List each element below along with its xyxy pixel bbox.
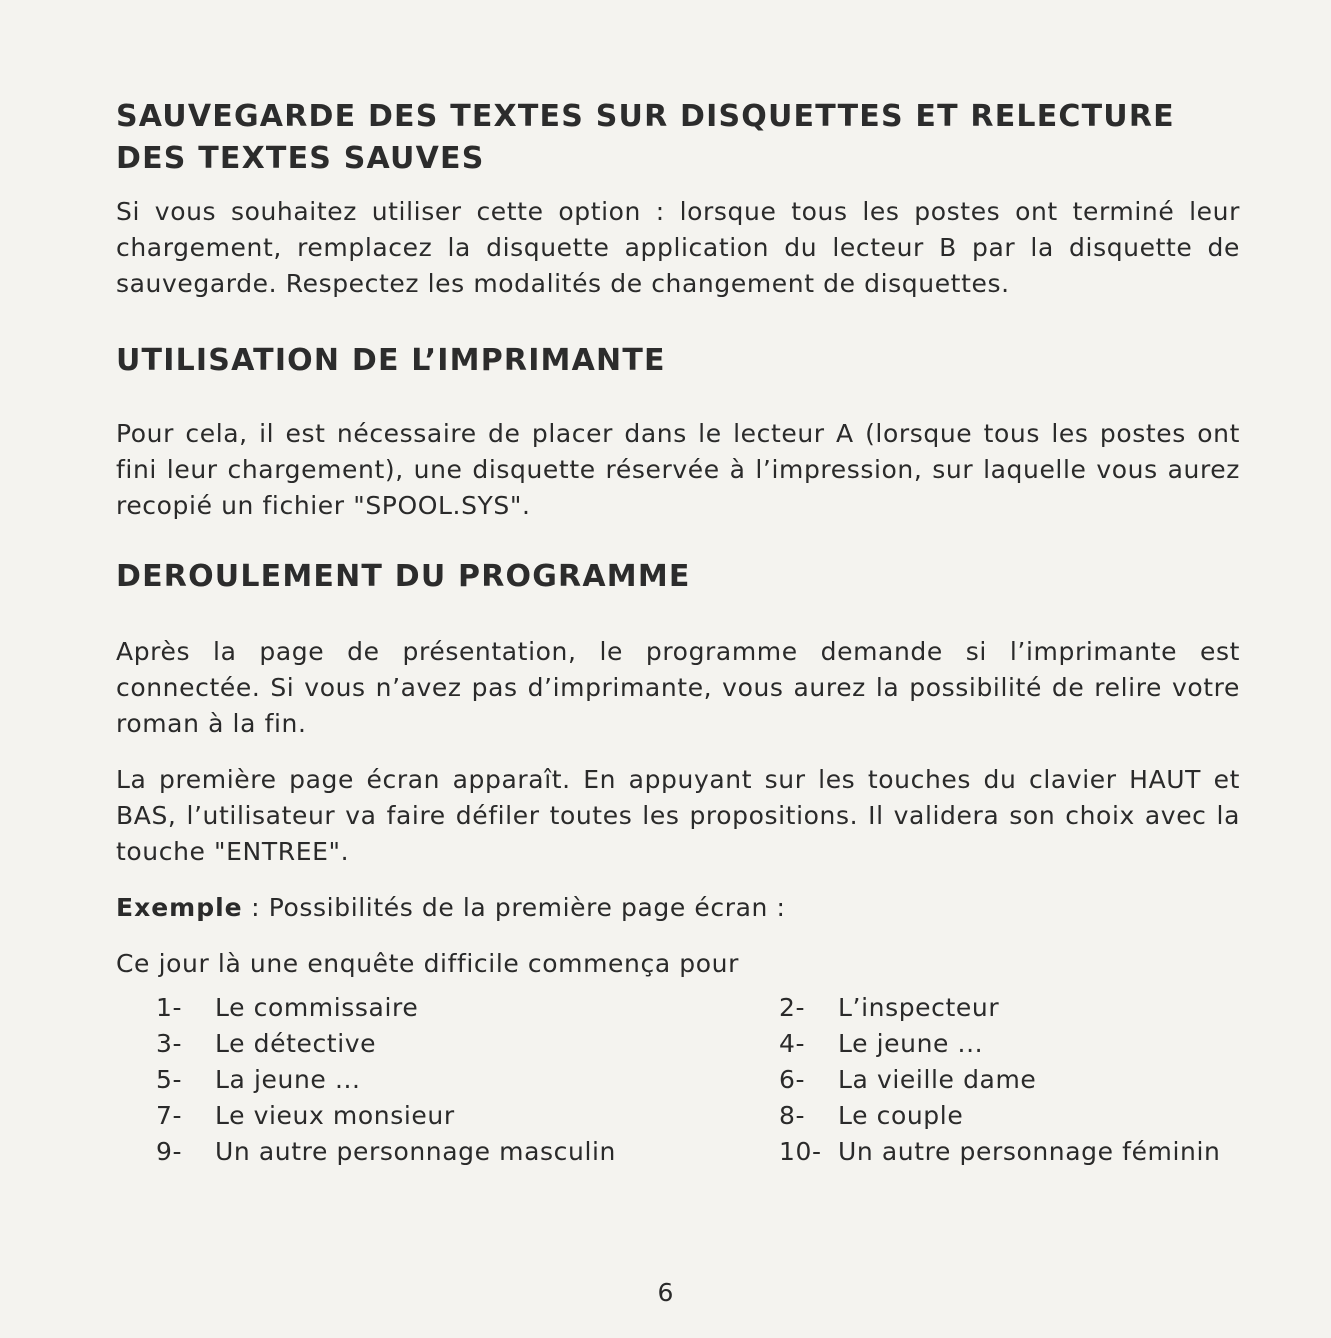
choice-number: 4- bbox=[779, 1029, 806, 1058]
choice-text: Le détective bbox=[215, 1029, 377, 1058]
list-item bbox=[779, 990, 1240, 1026]
choices-list bbox=[116, 990, 1240, 1170]
list-item bbox=[116, 1098, 779, 1134]
paragraph-deroulement: Après la page de présentation, le programme demande si l’imprimante est connectée. Si vous n’avez pas d’imprimante, vous aurez la possibilité de relire votre roman à la fin. bbox=[116, 637, 1240, 738]
heading-imprimante: UTILISATION DE L’IMPRIMANTE bbox=[116, 343, 666, 378]
choice-number: 2- bbox=[779, 993, 806, 1022]
example-label: Exemple bbox=[116, 893, 243, 922]
example-text: : Possibilités de la première page écran : bbox=[242, 893, 786, 922]
choice-text: La jeune ... bbox=[215, 1065, 361, 1094]
choice-number: 10- bbox=[779, 1137, 822, 1166]
list-item bbox=[116, 1026, 779, 1062]
example-intro: Ce jour là une enquête difficile commença pour bbox=[116, 949, 739, 978]
choice-text: Un autre personnage féminin bbox=[838, 1137, 1221, 1166]
document-page bbox=[116, 96, 1240, 1170]
choice-number: 8- bbox=[779, 1101, 806, 1130]
list-item bbox=[116, 1062, 779, 1098]
list-item bbox=[116, 1134, 779, 1170]
paragraph-sauvegarde: Si vous souhaitez utiliser cette option : lorsque tous les postes ont terminé leur chargement, remplacez la disquette application du lecteur B par la disquette de sauvegarde. Respectez les modalités de changement de disquettes. bbox=[116, 197, 1240, 298]
paragraph-premiere-page: La première page écran apparaît. En appuyant sur les touches du clavier HAUT et BAS, l’utilisateur va faire défiler toutes les propositions. Il validera son choix avec la touche "ENTREE". bbox=[116, 765, 1240, 866]
heading-sauvegarde: SAUVEGARDE DES TEXTES SUR DISQUETTES ET RELECTURE DES TEXTES SAUVES bbox=[116, 99, 1175, 176]
list-item bbox=[779, 1026, 1240, 1062]
choice-text: Le jeune ... bbox=[838, 1029, 984, 1058]
choice-text: L’inspecteur bbox=[838, 993, 1000, 1022]
page-number: 6 bbox=[657, 1278, 674, 1307]
choice-text: La vieille dame bbox=[838, 1065, 1037, 1094]
choice-text: Le vieux monsieur bbox=[215, 1101, 455, 1130]
list-item bbox=[779, 1062, 1240, 1098]
choice-number: 5- bbox=[156, 1065, 183, 1094]
choice-number: 7- bbox=[156, 1101, 183, 1130]
choice-text: Le couple bbox=[838, 1101, 964, 1130]
list-item bbox=[779, 1098, 1240, 1134]
choice-number: 6- bbox=[779, 1065, 806, 1094]
example-line bbox=[116, 890, 1240, 926]
choice-text: Un autre personnage masculin bbox=[215, 1137, 616, 1166]
choice-text: Le commissaire bbox=[215, 993, 419, 1022]
paragraph-imprimante: Pour cela, il est nécessaire de placer dans le lecteur A (lorsque tous les postes ont fini leur chargement), une disquette réservée à l’impression, sur laquelle vous aurez recopié un fichier "SPOOL.SYS". bbox=[116, 419, 1240, 520]
list-item bbox=[116, 990, 779, 1026]
heading-deroulement: DEROULEMENT DU PROGRAMME bbox=[116, 559, 691, 594]
choice-number: 3- bbox=[156, 1029, 183, 1058]
choice-number: 9- bbox=[156, 1137, 183, 1166]
choice-number: 1- bbox=[156, 993, 183, 1022]
list-item bbox=[779, 1134, 1240, 1170]
